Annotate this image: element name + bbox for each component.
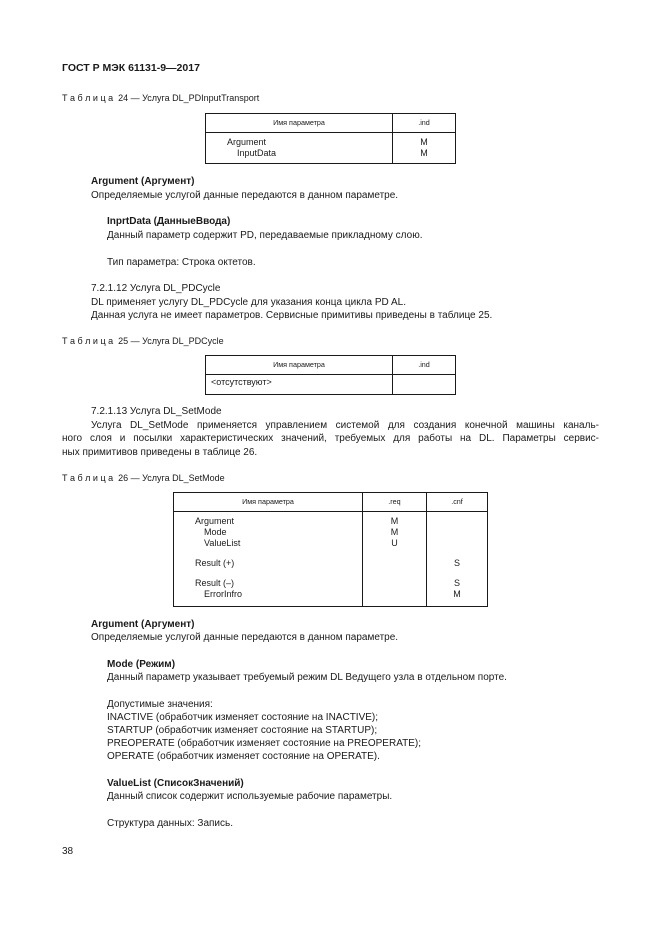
col-header-ind: .ind	[393, 356, 456, 375]
cnf-errorinfo: M	[453, 589, 461, 599]
section-7-2-1-13-line1: Услуга DL_SetMode применяется управлением системой для создания конечной машины каналь-	[91, 420, 599, 431]
valuelist-heading: ValueList (СписокЗначений)	[107, 778, 244, 789]
argument-heading: Argument (Аргумент)	[91, 176, 195, 187]
col-header-name: Имя параметра	[206, 114, 393, 133]
section-7-2-1-13-line3: ных примитивов приведены в таблице 26.	[62, 447, 258, 458]
spacer	[427, 569, 487, 578]
inprtdata-heading: InprtData (ДанныеВвода)	[107, 216, 231, 227]
ind-argument: M	[420, 137, 428, 147]
cnf-argument	[427, 516, 487, 527]
allowed-values-label: Допустимые значения:	[107, 699, 213, 710]
table24-name-cell	[206, 133, 393, 164]
cnf-mode	[427, 527, 487, 538]
table26-req-cell	[363, 512, 427, 607]
table24-caption	[62, 92, 259, 104]
table25-row-none: <отсутствуют>	[206, 375, 393, 395]
ind-inputdata: M	[420, 148, 428, 158]
cnf-result-minus: S	[453, 578, 460, 588]
param-errorinfo: ErrorInfro	[204, 589, 243, 599]
req-mode: M	[390, 527, 399, 537]
param-inputdata: InputData	[237, 148, 277, 158]
table-25	[205, 355, 456, 395]
caption-title: 24 — Услуга DL_PDInputTransport	[118, 93, 260, 103]
param-type-text: Тип параметра: Строка октетов.	[107, 257, 256, 268]
caption-title: 25 — Услуга DL_PDCycle	[118, 336, 224, 346]
table25-caption	[62, 335, 224, 347]
argument-text: Определяемые услугой данные передаются в данном параметре.	[91, 190, 399, 201]
allowed-value-operate: OPERATE (обработчик изменяет состояние на OPERATE).	[107, 751, 380, 762]
mode-heading: Mode (Режим)	[107, 659, 176, 670]
table26-caption	[62, 472, 225, 484]
argument-text-2: Определяемые услугой данные передаются в данном параметре.	[91, 632, 399, 643]
section-7-2-1-12-title: 7.2.1.12 Услуга DL_PDCycle	[91, 283, 221, 294]
mode-text: Данный параметр указывает требуемый режим DL Ведущего узла в отдельном порте.	[107, 672, 507, 683]
table-26	[173, 492, 488, 607]
table26-name-cell	[174, 512, 363, 607]
allowed-value-inactive: INACTIVE (обработчик изменяет состояние на INACTIVE);	[107, 712, 379, 723]
table-24	[205, 113, 456, 164]
section-7-2-1-13-line2: ного слоя и посылки характеристических значений, требуемых для работы на DL. Параметры сервис-	[62, 433, 599, 444]
inprtdata-text: Данный параметр содержит PD, передаваемые прикладному слою.	[107, 230, 423, 241]
param-argument: Argument	[195, 516, 235, 526]
allowed-value-preoperate: PREOPERATE (обработчик изменяет состояние на PREOPERATE);	[107, 738, 422, 749]
col-header-name: Имя параметра	[174, 493, 363, 512]
caption-prefix: Т а б л и ц а	[62, 93, 114, 103]
param-valuelist: ValueList	[204, 538, 241, 548]
caption-title: 26 — Услуга DL_SetMode	[118, 473, 225, 483]
table26-cnf-cell	[427, 512, 488, 607]
param-result-minus: Result (–)	[195, 578, 235, 588]
allowed-value-startup: STARTUP (обработчик изменяет состояние на STARTUP);	[107, 725, 378, 736]
table25-ind-cell	[393, 375, 456, 395]
argument-heading-2: Argument (Аргумент)	[91, 619, 195, 630]
req-valuelist: U	[391, 538, 398, 548]
param-argument: Argument	[227, 137, 267, 147]
caption-prefix: Т а б л и ц а	[62, 336, 114, 346]
section-7-2-1-12-line2: Данная услуга не имеет параметров. Сервисные примитивы приведены в таблице 25.	[91, 310, 493, 321]
spacer	[174, 569, 362, 578]
col-header-name: Имя параметра	[206, 356, 393, 375]
caption-prefix: Т а б л и ц а	[62, 473, 114, 483]
section-7-2-1-13-title: 7.2.1.13 Услуга DL_SetMode	[91, 406, 222, 417]
req-argument: M	[390, 516, 399, 526]
spacer	[427, 549, 487, 558]
cnf-valuelist	[427, 538, 487, 549]
page-number: 38	[62, 846, 74, 857]
data-structure-text: Структура данных: Запись.	[107, 818, 233, 829]
param-result-plus: Result (+)	[195, 558, 235, 568]
table24-ind-cell	[393, 133, 456, 164]
col-header-ind: .ind	[393, 114, 456, 133]
col-header-req: .req	[363, 493, 427, 512]
section-7-2-1-12-line1: DL применяет услугу DL_PDCycle для указания конца цикла PD AL.	[91, 297, 406, 308]
col-header-cnf: .cnf	[427, 493, 488, 512]
document-header: ГОСТ Р МЭК 61131-9—2017	[62, 62, 200, 74]
spacer	[174, 549, 362, 558]
cnf-result-plus: S	[453, 558, 460, 568]
valuelist-text: Данный список содержит используемые рабочие параметры.	[107, 791, 393, 802]
param-mode: Mode	[204, 527, 227, 537]
